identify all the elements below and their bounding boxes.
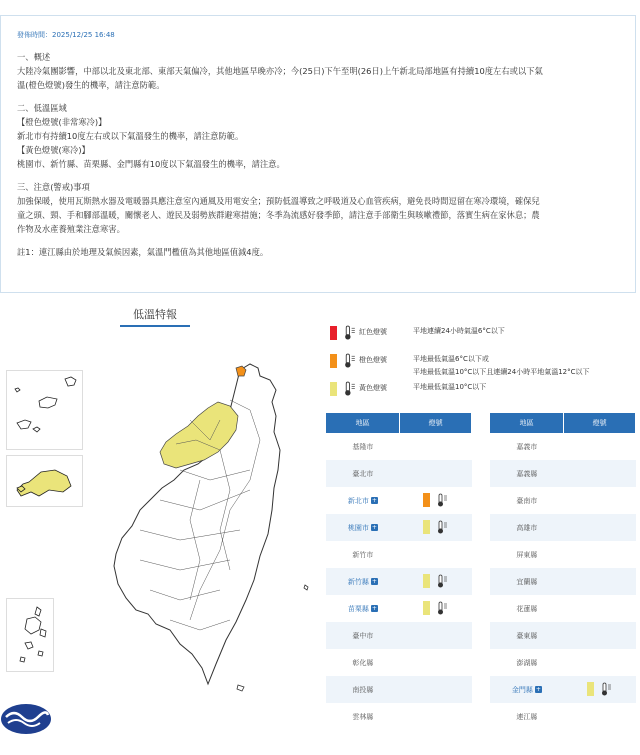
signal-cell bbox=[564, 676, 636, 703]
table-row bbox=[490, 649, 636, 676]
signal-cell bbox=[400, 460, 472, 487]
signal-cell bbox=[400, 703, 472, 730]
region-cell bbox=[326, 703, 400, 730]
region-cell bbox=[490, 433, 564, 460]
signal-cell bbox=[564, 703, 636, 730]
signal-cell bbox=[400, 595, 472, 622]
legend-name: 紅色燈號 bbox=[359, 328, 387, 336]
region-name: 花蓮縣 bbox=[516, 604, 538, 613]
region-name: 臺中市 bbox=[352, 631, 374, 640]
legend-swatch bbox=[330, 354, 337, 368]
table-row bbox=[490, 514, 636, 541]
plus-icon[interactable]: + bbox=[371, 524, 377, 531]
col-header-signal: 燈號 bbox=[564, 413, 636, 433]
region-cell bbox=[326, 433, 400, 460]
notice-panel bbox=[0, 15, 636, 293]
thermometer-icon bbox=[343, 381, 357, 396]
region-cell bbox=[490, 514, 564, 541]
region-name: 南投縣 bbox=[352, 685, 374, 694]
table-row bbox=[326, 676, 472, 703]
region-name[interactable]: 金門縣 bbox=[511, 685, 533, 694]
region-name[interactable]: 桃園市 bbox=[347, 523, 369, 532]
legend-swatch bbox=[330, 326, 337, 340]
signal-cell bbox=[400, 622, 472, 649]
inset-matsu bbox=[6, 370, 83, 450]
signal-cell bbox=[564, 568, 636, 595]
signal-indicator bbox=[423, 493, 449, 507]
region-name: 嘉義縣 bbox=[516, 469, 538, 478]
legend-desc bbox=[413, 325, 630, 338]
publish-time: 發佈時間：2025/12/25 16:48 bbox=[17, 31, 115, 39]
table-row bbox=[326, 703, 472, 730]
table-row bbox=[326, 622, 472, 649]
table-row bbox=[490, 676, 636, 703]
thermometer-icon bbox=[436, 493, 449, 507]
signal-cell bbox=[564, 595, 636, 622]
signal-cell bbox=[400, 676, 472, 703]
thermometer-icon bbox=[343, 325, 357, 342]
signal-cell bbox=[400, 568, 472, 595]
notice-gap bbox=[17, 171, 619, 180]
plus-icon[interactable]: + bbox=[371, 605, 377, 612]
notice-gap bbox=[17, 236, 619, 245]
thermometer-icon bbox=[436, 574, 449, 588]
signal-swatch bbox=[423, 574, 430, 588]
region-cell bbox=[490, 703, 564, 730]
region-cell bbox=[490, 487, 564, 514]
penghu-islands bbox=[7, 599, 55, 673]
region-cell[interactable] bbox=[490, 676, 564, 703]
notice-line: 【黃色燈號(寒冷)】 bbox=[17, 145, 90, 155]
region-cell[interactable] bbox=[326, 514, 400, 541]
legend-desc bbox=[413, 353, 630, 379]
table-row bbox=[326, 595, 472, 622]
legend-desc-line: 平地最低氣溫10°C以下 bbox=[413, 383, 487, 391]
map-title: 低溫特報 bbox=[120, 306, 190, 327]
kinmen-island bbox=[7, 456, 84, 508]
region-cell bbox=[326, 676, 400, 703]
region-name[interactable]: 苗栗縣 bbox=[347, 604, 369, 613]
region-name: 臺北市 bbox=[352, 469, 374, 478]
table-row bbox=[326, 514, 472, 541]
signal-swatch bbox=[423, 520, 430, 534]
notice-line: 作物及水產養殖業注意寒害。 bbox=[17, 224, 125, 234]
notice-gap bbox=[17, 92, 619, 101]
legend-row bbox=[330, 325, 630, 353]
signal-swatch bbox=[587, 682, 594, 696]
table-row bbox=[490, 568, 636, 595]
signal-swatch bbox=[423, 601, 430, 615]
legend-row bbox=[330, 353, 630, 381]
signal-cell bbox=[564, 433, 636, 460]
notice-line: 童之頭、頸、手和腳部溫暖，關懷老人、遊民及弱勢族群避寒措施；冬季為流感好發季節，請注意手部衛生與咳嗽禮節，落實生病在家休息；農 bbox=[17, 210, 540, 220]
thermometer-icon bbox=[600, 682, 613, 696]
region-name: 高雄市 bbox=[516, 523, 538, 532]
table-row bbox=[326, 433, 472, 460]
thermometer-icon bbox=[436, 520, 449, 534]
thermometer-icon bbox=[343, 353, 357, 370]
notice-body bbox=[17, 50, 619, 259]
table-row bbox=[326, 568, 472, 595]
signal-cell bbox=[564, 487, 636, 514]
region-cell bbox=[326, 460, 400, 487]
notice-line: 二、低溫區域 bbox=[17, 103, 67, 113]
cwa-logo-icon bbox=[0, 703, 52, 735]
inset-kinmen bbox=[6, 455, 83, 507]
region-table-right bbox=[490, 413, 636, 730]
region-cell bbox=[490, 622, 564, 649]
matsu-islands bbox=[7, 371, 84, 451]
legend-desc-line: 平地連續24小時氣溫6°C以下 bbox=[413, 327, 505, 335]
legend-name: 橙色燈號 bbox=[359, 356, 387, 364]
table-row bbox=[490, 595, 636, 622]
taiwan-map bbox=[80, 360, 320, 710]
notice-line: 新北市有持續10度左右或以下氣溫發生的機率，請注意防範。 bbox=[17, 131, 244, 141]
notice-line: 大陸冷氣團影響，中部以北及東北部、東部天氣偏冷，其他地區早晚亦冷；今(25日)下午至明(26日)上午新北局部地區有持續10度左右或以下氣 bbox=[17, 66, 543, 76]
region-name: 基隆市 bbox=[352, 442, 374, 451]
region-cell[interactable] bbox=[326, 487, 400, 514]
signal-cell bbox=[564, 514, 636, 541]
legend-desc-line: 平地最低氣溫10°C以下且連續24小時平地氣溫12°C以下 bbox=[413, 368, 590, 376]
signal-cell bbox=[564, 460, 636, 487]
region-cell bbox=[490, 568, 564, 595]
notice-line: 溫(橙色燈號)發生的機率，請注意防範。 bbox=[17, 80, 165, 90]
signal-cell bbox=[564, 622, 636, 649]
region-name: 雲林縣 bbox=[352, 712, 374, 721]
region-cell bbox=[490, 541, 564, 568]
region-name: 新竹市 bbox=[352, 550, 374, 559]
region-cell[interactable] bbox=[326, 595, 400, 622]
region-cell bbox=[490, 595, 564, 622]
notice-line: 註1：連江縣由於地理及氣候因素，氣溫門檻值為其他地區值減4度。 bbox=[17, 247, 269, 257]
table-row bbox=[326, 487, 472, 514]
region-cell bbox=[326, 541, 400, 568]
table-row bbox=[490, 460, 636, 487]
region-cell bbox=[326, 622, 400, 649]
signal-cell bbox=[400, 514, 472, 541]
notice-line: 一、概述 bbox=[17, 52, 51, 62]
signal-cell bbox=[400, 541, 472, 568]
region-cell bbox=[490, 460, 564, 487]
signal-cell bbox=[400, 487, 472, 514]
legend bbox=[330, 325, 630, 409]
legend-row bbox=[330, 381, 630, 409]
table-row bbox=[326, 460, 472, 487]
signal-indicator bbox=[423, 574, 449, 588]
signal-cell bbox=[564, 541, 636, 568]
signal-indicator bbox=[587, 682, 613, 696]
region-cell[interactable] bbox=[326, 568, 400, 595]
table-row bbox=[326, 541, 472, 568]
table-row bbox=[490, 433, 636, 460]
taiwan-outline bbox=[114, 364, 280, 684]
legend-desc-line: 平地最低氣溫6°C以下或 bbox=[413, 355, 489, 363]
signal-swatch bbox=[423, 493, 430, 507]
thermometer-icon bbox=[343, 381, 357, 398]
table-row bbox=[490, 541, 636, 568]
region-name[interactable]: 新北市 bbox=[347, 496, 369, 505]
inset-penghu bbox=[6, 598, 54, 672]
region-name: 彰化縣 bbox=[352, 658, 374, 667]
region-cell bbox=[326, 649, 400, 676]
plus-icon[interactable]: + bbox=[371, 497, 377, 504]
region-cell bbox=[490, 649, 564, 676]
signal-cell bbox=[400, 649, 472, 676]
signal-indicator bbox=[423, 520, 449, 534]
region-name: 連江縣 bbox=[516, 712, 538, 721]
region-table-left bbox=[326, 413, 472, 730]
plus-icon[interactable]: + bbox=[371, 578, 377, 585]
table-row bbox=[326, 649, 472, 676]
region-name: 臺南市 bbox=[516, 496, 538, 505]
col-header-region: 地區 bbox=[490, 413, 564, 433]
notice-line: 桃園市、新竹縣、苗栗縣、金門縣有10度以下氣溫發生的機率，請注意。 bbox=[17, 159, 285, 169]
col-header-signal: 燈號 bbox=[400, 413, 472, 433]
signal-cell bbox=[564, 649, 636, 676]
region-name: 宜蘭縣 bbox=[516, 577, 538, 586]
region-name: 澎湖縣 bbox=[516, 658, 538, 667]
col-header-region: 地區 bbox=[326, 413, 400, 433]
region-name: 臺東縣 bbox=[516, 631, 538, 640]
table-row bbox=[490, 487, 636, 514]
thermometer-icon bbox=[343, 353, 357, 368]
region-name: 嘉義市 bbox=[516, 442, 538, 451]
notice-line: 加強保暖，使用瓦斯熱水器及電暖器具應注意室內通風及用電安全；預防低溫導致之呼吸道及心血管疾病，避免長時間逗留在寒冷環境，確保兒 bbox=[17, 196, 540, 206]
region-name: 屏東縣 bbox=[516, 550, 538, 559]
plus-icon[interactable]: + bbox=[535, 686, 541, 693]
notice-line: 【橙色燈號(非常寒冷)】 bbox=[17, 117, 107, 127]
region-name[interactable]: 新竹縣 bbox=[347, 577, 369, 586]
legend-desc bbox=[413, 381, 630, 394]
table-row bbox=[490, 622, 636, 649]
thermometer-icon bbox=[343, 325, 357, 340]
legend-swatch bbox=[330, 382, 337, 396]
signal-indicator bbox=[423, 601, 449, 615]
signal-cell bbox=[400, 433, 472, 460]
thermometer-icon bbox=[436, 601, 449, 615]
legend-name: 黃色燈號 bbox=[359, 384, 387, 392]
notice-line: 三、注意(警戒)事項 bbox=[17, 182, 90, 192]
table-row bbox=[490, 703, 636, 730]
